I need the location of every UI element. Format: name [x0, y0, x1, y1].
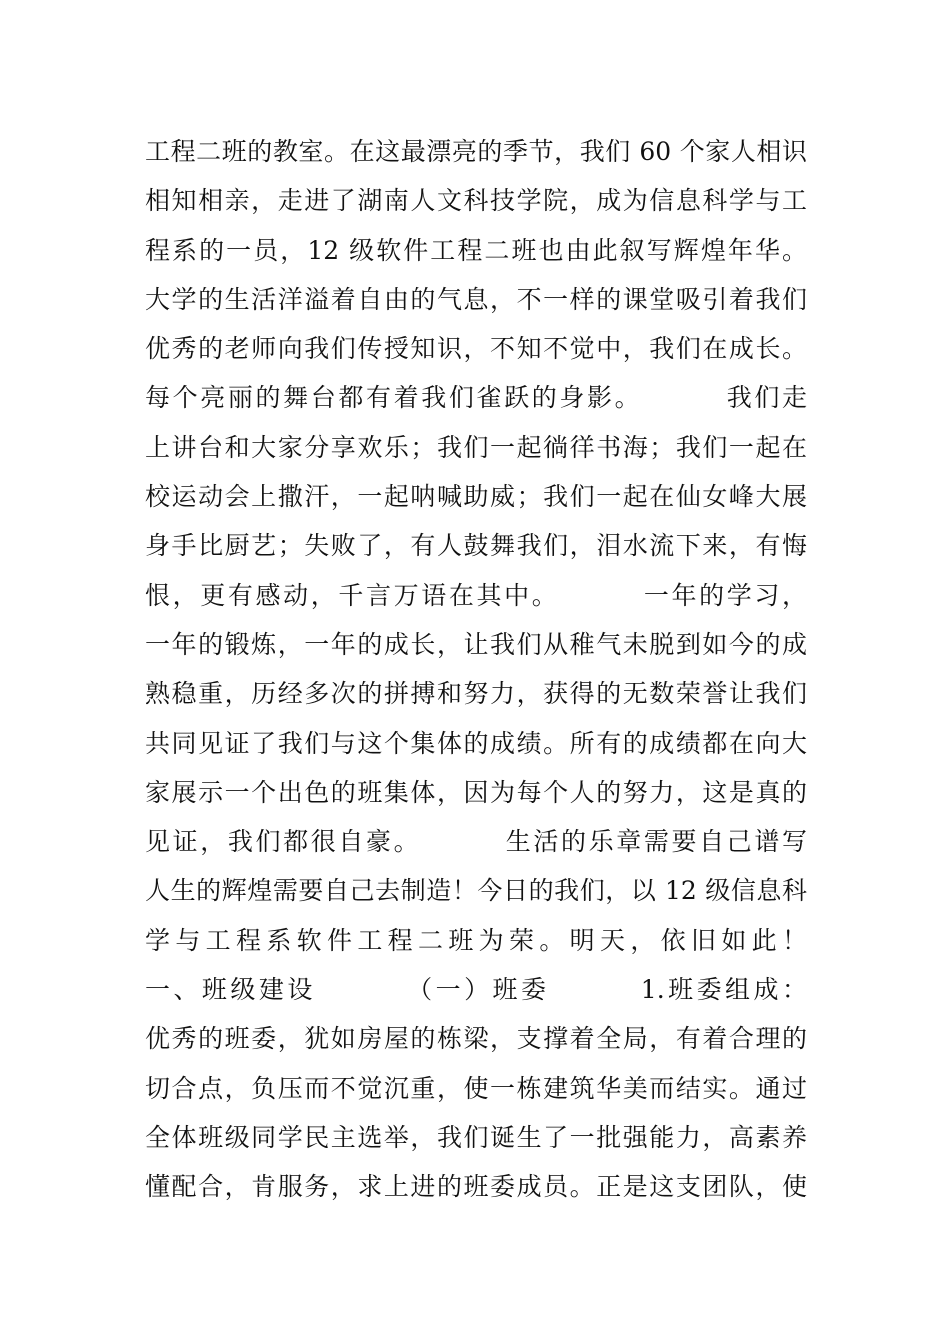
text-line: 共同见证了我们与这个集体的成绩。所有的成绩都在向大: [145, 728, 807, 758]
text-line: 程系的一员，12 级软件工程二班也由此叙写辉煌年华。: [145, 235, 807, 265]
text-line: 切合点，负压而不觉沉重，使一栋建筑华美而结实。通过: [145, 1073, 807, 1103]
text-line: 校运动会上撒汗，一起呐喊助威；我们一起在仙女峰大展: [145, 482, 807, 512]
text-line: 身手比厨艺；失败了，有人鼓舞我们，泪水流下来，有悔: [145, 531, 807, 561]
body-text: [145, 127, 807, 1212]
text-line: 懂配合，肯服务，求上进的班委成员。正是这支团队，使: [145, 1172, 807, 1202]
text-line: 上讲台和大家分享欢乐；我们一起徜徉书海；我们一起在: [145, 432, 807, 462]
text-line: 家展示一个出色的班集体，因为每个人的努力，这是真的: [145, 777, 807, 807]
text-line: 恨，更有感动，千言万语在其中。 一年的学习，: [145, 580, 807, 610]
text-line: 见证，我们都很自豪。 生活的乐章需要自己谱写: [145, 827, 807, 857]
text-line: 优秀的老师向我们传授知识，不知不觉中，我们在成长。: [145, 334, 807, 364]
text-line: 优秀的班委，犹如房屋的栋梁，支撑着全局，有着合理的: [145, 1024, 807, 1054]
text-line: 大学的生活洋溢着自由的气息，不一样的课堂吸引着我们: [145, 284, 807, 314]
text-line: 相知相亲，走进了湖南人文科技学院，成为信息科学与工: [145, 186, 807, 216]
text-line: 熟稳重，历经多次的拼搏和努力，获得的无数荣誉让我们: [145, 679, 807, 709]
text-line: 全体班级同学民主选举，我们诞生了一批强能力，高素养: [145, 1122, 807, 1152]
text-line: 工程二班的教室。在这最漂亮的季节，我们 60 个家人相识: [145, 137, 807, 166]
section-heading-line: 一、班级建设 （一）班委 1.班委组成：: [145, 975, 807, 1005]
text-line: 学与工程系软件工程二班为荣。明天，依旧如此！: [145, 925, 807, 955]
text-line: 一年的锻炼，一年的成长，让我们从稚气未脱到如今的成: [145, 629, 807, 659]
text-line: 每个亮丽的舞台都有着我们雀跃的身影。 我们走: [145, 383, 807, 413]
text-line: 人生的辉煌需要自己去制造！今日的我们，以 12 级信息科: [145, 876, 807, 906]
